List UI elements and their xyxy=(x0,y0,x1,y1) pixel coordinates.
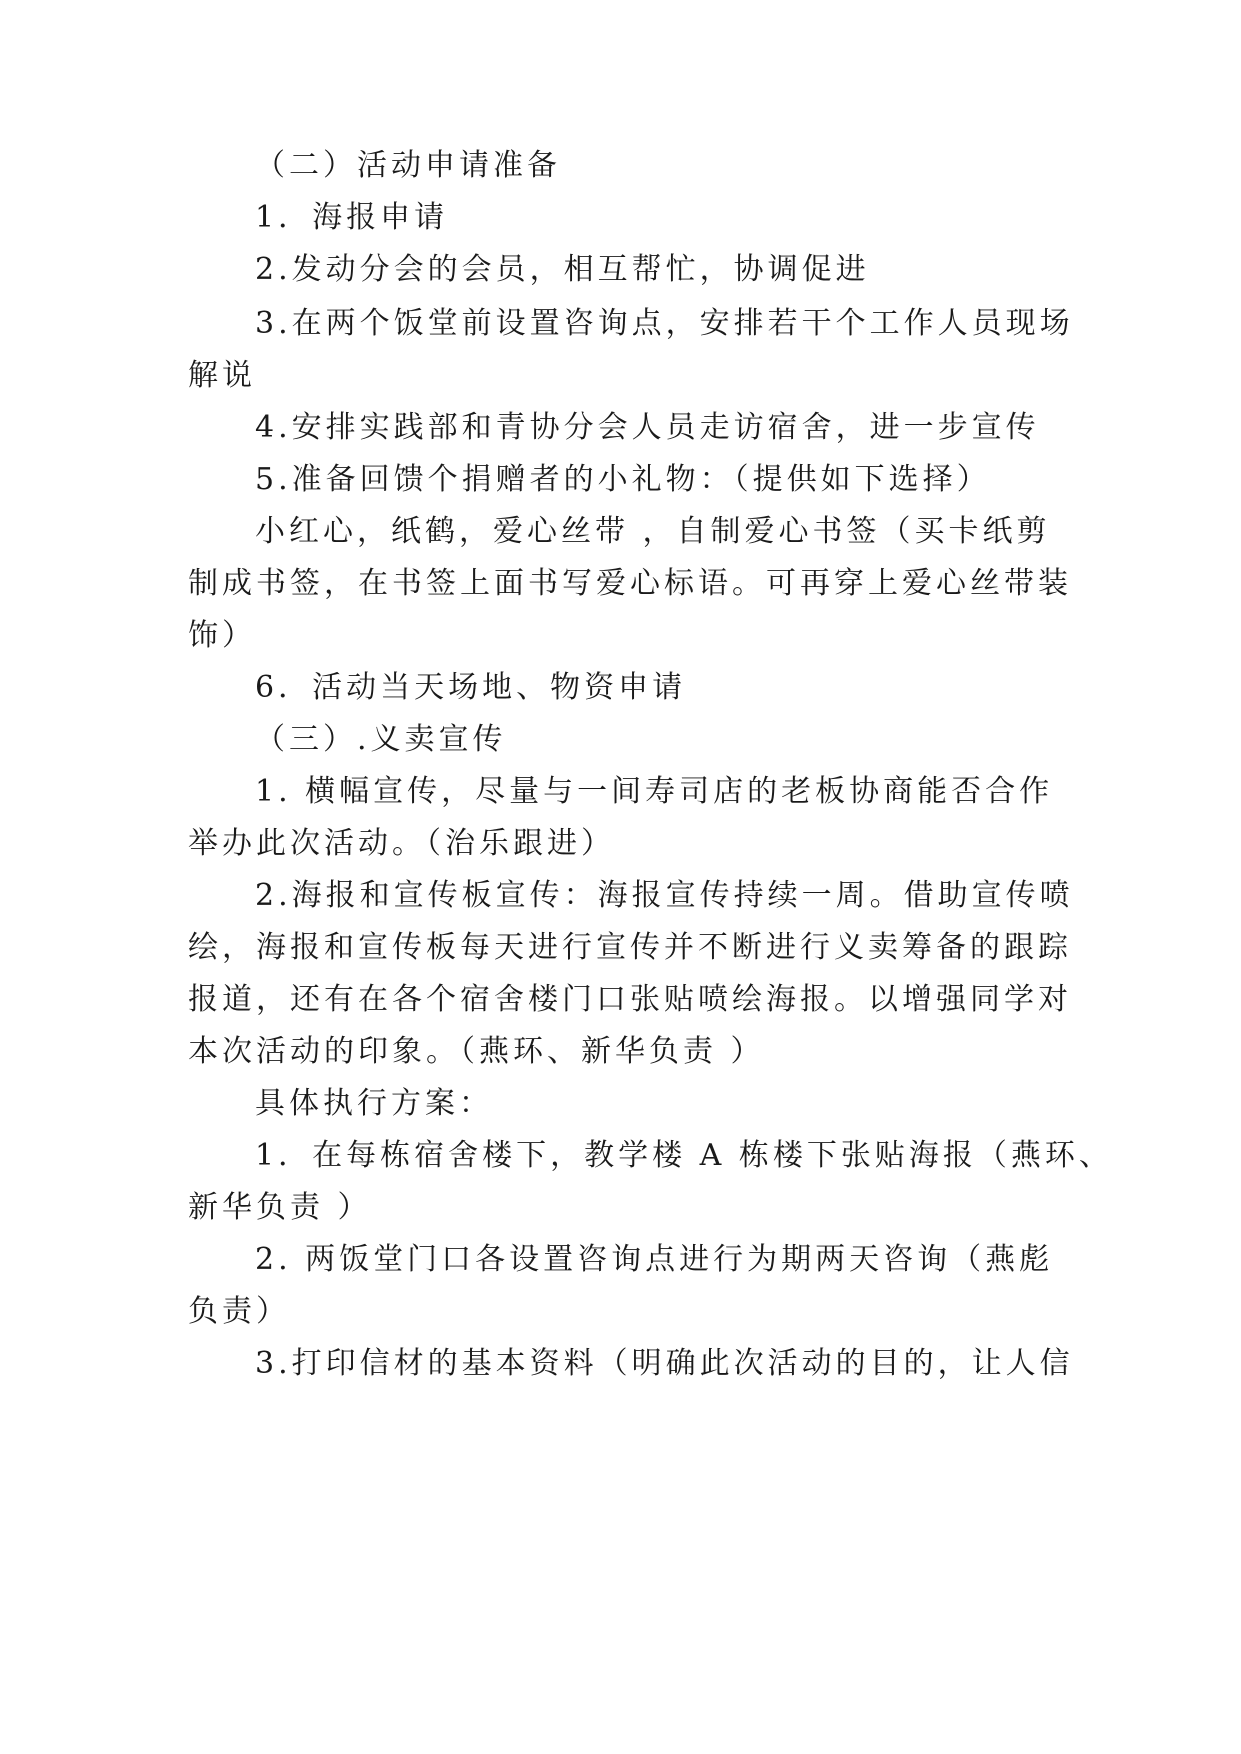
paragraph-line: 1．海报申请 xyxy=(255,200,449,235)
paragraph-line: 小红心，纸鹤，爱心丝带 ，自制爱心书签（买卡纸剪 xyxy=(255,514,1051,549)
paragraph-line: 报道，还有在各个宿舍楼门口张贴喷绘海报。以增强同学对 xyxy=(188,982,1072,1017)
paragraph-line: 解说 xyxy=(188,358,256,393)
paragraph-line: 1．在每栋宿舍楼下，教学楼 A 栋楼下张贴海报（燕环、 xyxy=(255,1138,1113,1173)
paragraph-line: 举办此次活动。（治乐跟进） xyxy=(188,826,615,861)
paragraph-line: 具体执行方案： xyxy=(255,1086,493,1121)
paragraph-line: 2.发动分会的会员，相互帮忙，协调促进 xyxy=(255,252,870,287)
paragraph-line: 2. 两饭堂门口各设置咨询点进行为期两天咨询（燕彪 xyxy=(255,1242,1054,1277)
paragraph-line: 绘，海报和宣传板每天进行宣传并不断进行义卖筹备的跟踪 xyxy=(188,930,1072,965)
paragraph-line: 制成书签，在书签上面书写爱心标语。可再穿上爱心丝带装 xyxy=(188,566,1072,601)
paragraph-line: 1. 横幅宣传，尽量与一间寿司店的老板协商能否合作 xyxy=(255,774,1054,809)
paragraph-line: 本次活动的印象。（燕环、新华负责 ） xyxy=(188,1034,765,1069)
paragraph-line: 2.海报和宣传板宣传：海报宣传持续一周。借助宣传喷 xyxy=(255,878,1074,913)
paragraph-line: 5.准备回馈个捐赠者的小礼物：（提供如下选择） xyxy=(255,462,991,497)
paragraph-line: 3.打印信材的基本资料（明确此次活动的目的，让人信 xyxy=(255,1346,1074,1381)
section-heading-3: （三）.义卖宣传 xyxy=(255,722,507,757)
paragraph-line: 3.在两个饭堂前设置咨询点，安排若干个工作人员现场 xyxy=(255,306,1074,341)
paragraph-line: 饰） xyxy=(188,618,256,653)
paragraph-line: 4.安排实践部和青协分会人员走访宿舍，进一步宣传 xyxy=(255,410,1040,445)
paragraph-line: 6．活动当天场地、物资申请 xyxy=(255,670,687,705)
paragraph-line: 负责） xyxy=(188,1294,290,1329)
paragraph-line: 新华负责 ） xyxy=(188,1190,372,1225)
section-heading-2: （二）活动申请准备 xyxy=(255,148,561,183)
